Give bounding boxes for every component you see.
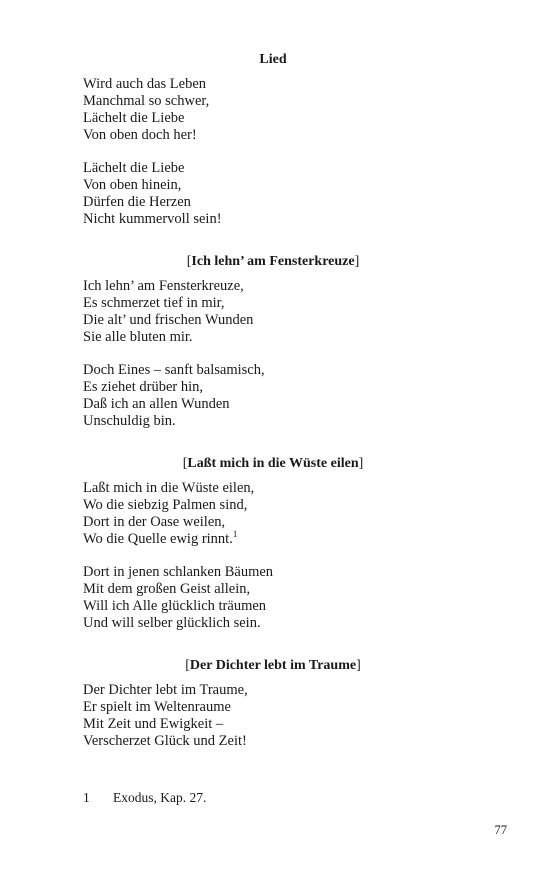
verse-line: Unschuldig bin.: [83, 413, 176, 429]
verse-line: Lächelt die Liebe: [83, 160, 185, 176]
poem-title-fensterkreuze: [Ich lehn’ am Fensterkreuze]: [186, 254, 360, 269]
footnote-text: Exodus, Kap. 27.: [113, 790, 207, 805]
verse-line: Ich lehn’ am Fensterkreuze,: [83, 278, 244, 294]
footnote-number: 1: [83, 790, 90, 805]
stanza: [83, 682, 463, 750]
page-number: 77: [494, 823, 507, 837]
verse-line: Dort in der Oase weilen,: [83, 514, 226, 530]
verse-line: Verscherzet Glück und Zeit!: [83, 733, 247, 749]
poem-title-lied: Lied: [259, 52, 287, 67]
verse-line: Er spielt im Weltenraume: [83, 699, 231, 715]
verse-line: Dürfen die Herzen: [83, 194, 191, 210]
verse-line: Daß ich an allen Wunden: [83, 396, 230, 412]
stanza: [83, 278, 463, 346]
stanza: [83, 480, 463, 548]
verse-line: Laßt mich in die Wüste eilen,: [83, 480, 255, 496]
verse-line: Dort in jenen schlanken Bäumen: [83, 564, 274, 580]
stanza: [83, 362, 463, 430]
stanza: [83, 564, 463, 632]
footnote-marker: 1: [232, 529, 238, 540]
verse-line: Manchmal so schwer,: [83, 93, 210, 109]
verse-line: Wo die Quelle ewig rinnt.$^1$: [83, 529, 238, 547]
verse-line: Sie alle bluten mir.: [83, 329, 193, 345]
verse-line: Von oben doch her!: [83, 127, 197, 143]
stanza: [83, 76, 463, 144]
verse-line: Mit dem großen Geist allein,: [83, 581, 251, 597]
verse-line: Wird auch das Leben: [83, 76, 207, 92]
verse-line: Die alt’ und frischen Wunden: [83, 312, 254, 328]
stanza: [83, 160, 463, 228]
verse-line: Lächelt die Liebe: [83, 110, 185, 126]
verse-line: Will ich Alle glücklich träumen: [83, 598, 267, 614]
verse-line: Und will selber glücklich sein.: [83, 615, 261, 631]
verse-line: Nicht kummervoll sein!: [83, 211, 222, 227]
verse-line: Von oben hinein,: [83, 177, 182, 193]
verse-line: Doch Eines – sanft balsamisch,: [83, 362, 265, 378]
verse-line: Wo die siebzig Palmen sind,: [83, 497, 248, 513]
verse-line: Es ziehet drüber hin,: [83, 379, 203, 395]
footnote: [83, 789, 206, 806]
verse-line: Es schmerzet tief in mir,: [83, 295, 225, 311]
verse-line: Der Dichter lebt im Traume,: [83, 682, 248, 698]
poem-title-wueste: [Laßt mich in die Wüste eilen]: [182, 456, 364, 471]
poem-title-dichter: [Der Dichter lebt im Traume]: [185, 658, 361, 673]
verse-line: Mit Zeit und Ewigkeit –: [83, 716, 224, 732]
